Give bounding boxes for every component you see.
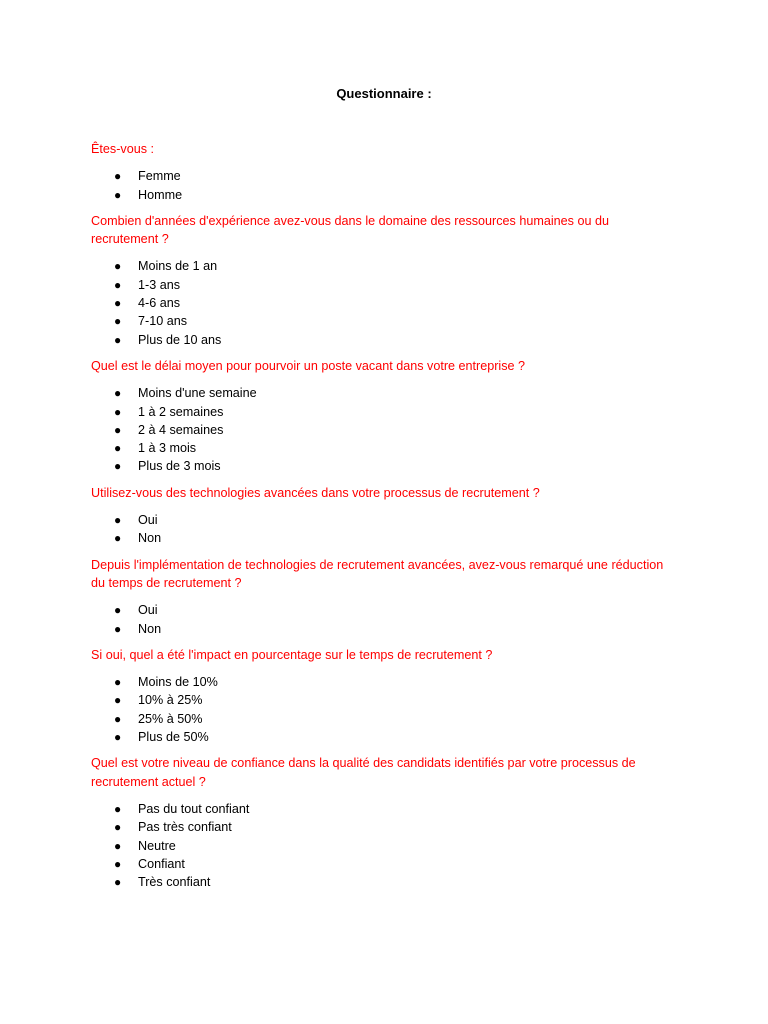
option-item <box>91 511 671 529</box>
option-item <box>91 855 671 873</box>
option-label: Femme <box>138 169 181 184</box>
bullet-icon: ● <box>114 441 122 456</box>
bullet-icon: ● <box>114 801 122 816</box>
option-item <box>91 800 671 818</box>
bullet-icon: ● <box>114 386 122 401</box>
option-label: 1 à 2 semaines <box>138 404 224 419</box>
option-item <box>91 421 671 439</box>
bullet-icon: ● <box>114 404 122 419</box>
option-item <box>91 294 671 312</box>
option-item <box>91 186 671 204</box>
option-label: Pas très confiant <box>138 820 232 835</box>
option-item <box>91 691 671 709</box>
bullet-icon: ● <box>114 603 122 618</box>
bullet-icon: ● <box>114 169 122 184</box>
option-label: 7-10 ans <box>138 314 188 329</box>
option-item <box>91 167 671 185</box>
option-item <box>91 673 671 691</box>
bullet-icon: ● <box>114 296 122 311</box>
option-item <box>91 457 671 475</box>
bullet-icon: ● <box>114 820 122 835</box>
option-label: 1 à 3 mois <box>138 441 197 456</box>
option-label: 25% à 50% <box>138 711 203 726</box>
option-item <box>91 818 671 836</box>
option-label: Plus de 50% <box>138 730 209 745</box>
option-item <box>91 439 671 457</box>
document-title: Questionnaire : <box>336 86 432 101</box>
question-text: Quel est votre niveau de confiance dans la qualité des candidats identifiés par votre processus de recrutement actuel ? <box>91 756 636 789</box>
question-text: Si oui, quel a été l'impact en pourcentage sur le temps de recrutement ? <box>91 647 493 662</box>
option-label: 2 à 4 semaines <box>138 422 224 437</box>
option-label: 1-3 ans <box>138 277 181 292</box>
bullet-icon: ● <box>114 422 122 437</box>
options-list <box>91 167 671 204</box>
bullet-icon: ● <box>114 531 122 546</box>
option-label: Moins d'une semaine <box>138 386 257 401</box>
option-item <box>91 403 671 421</box>
option-label: Moins de 10% <box>138 675 218 690</box>
bullet-icon: ● <box>114 875 122 890</box>
option-item <box>91 710 671 728</box>
bullet-icon: ● <box>114 187 122 202</box>
option-item <box>91 384 671 402</box>
options-list <box>91 511 671 548</box>
bullet-icon: ● <box>114 693 122 708</box>
option-item <box>91 331 671 349</box>
bullet-icon: ● <box>114 314 122 329</box>
option-label: Non <box>138 531 162 546</box>
option-item <box>91 276 671 294</box>
option-item <box>91 529 671 547</box>
question-text: Quel est le délai moyen pour pourvoir un poste vacant dans votre entreprise ? <box>91 358 526 373</box>
option-item <box>91 873 671 891</box>
option-item <box>91 728 671 746</box>
bullet-icon: ● <box>114 259 122 274</box>
options-list <box>91 384 671 475</box>
option-label: Oui <box>138 513 158 528</box>
option-label: Confiant <box>138 856 185 871</box>
question-text: Combien d'années d'expérience avez-vous dans le domaine des ressources humaines ou du recrutement ? <box>91 213 609 247</box>
bullet-icon: ● <box>114 856 122 871</box>
options-list <box>91 601 671 638</box>
option-label: Homme <box>138 187 183 202</box>
bullet-icon: ● <box>114 838 122 853</box>
option-item <box>91 257 671 275</box>
bullet-icon: ● <box>114 621 122 636</box>
bullet-icon: ● <box>114 277 122 292</box>
bullet-icon: ● <box>114 675 122 690</box>
option-label: 10% à 25% <box>138 693 203 708</box>
option-label: Plus de 10 ans <box>138 332 222 347</box>
option-label: Oui <box>138 603 158 618</box>
options-list <box>91 257 671 348</box>
option-item <box>91 312 671 330</box>
option-label: 4-6 ans <box>138 296 181 311</box>
options-list <box>91 673 671 746</box>
option-label: Moins de 1 an <box>138 259 218 274</box>
option-label: Pas du tout confiant <box>138 801 250 816</box>
option-label: Très confiant <box>138 875 211 890</box>
bullet-icon: ● <box>114 711 122 726</box>
bullet-icon: ● <box>114 730 122 745</box>
option-item <box>91 837 671 855</box>
option-item <box>91 620 671 638</box>
options-list <box>91 800 671 891</box>
option-item <box>91 601 671 619</box>
question-text: Utilisez-vous des technologies avancées dans votre processus de recrutement ? <box>91 485 540 500</box>
option-label: Plus de 3 mois <box>138 459 221 474</box>
bullet-icon: ● <box>114 513 122 528</box>
questions-container <box>91 140 671 899</box>
bullet-icon: ● <box>114 332 122 347</box>
bullet-icon: ● <box>114 459 122 474</box>
question-text: Êtes-vous : <box>91 142 154 156</box>
option-label: Neutre <box>138 838 176 853</box>
question-text: Depuis l'implémentation de technologies de recrutement avancées, avez-vous remarqué une réduction du temps de recrutement ? <box>91 557 664 590</box>
option-label: Non <box>138 621 162 636</box>
